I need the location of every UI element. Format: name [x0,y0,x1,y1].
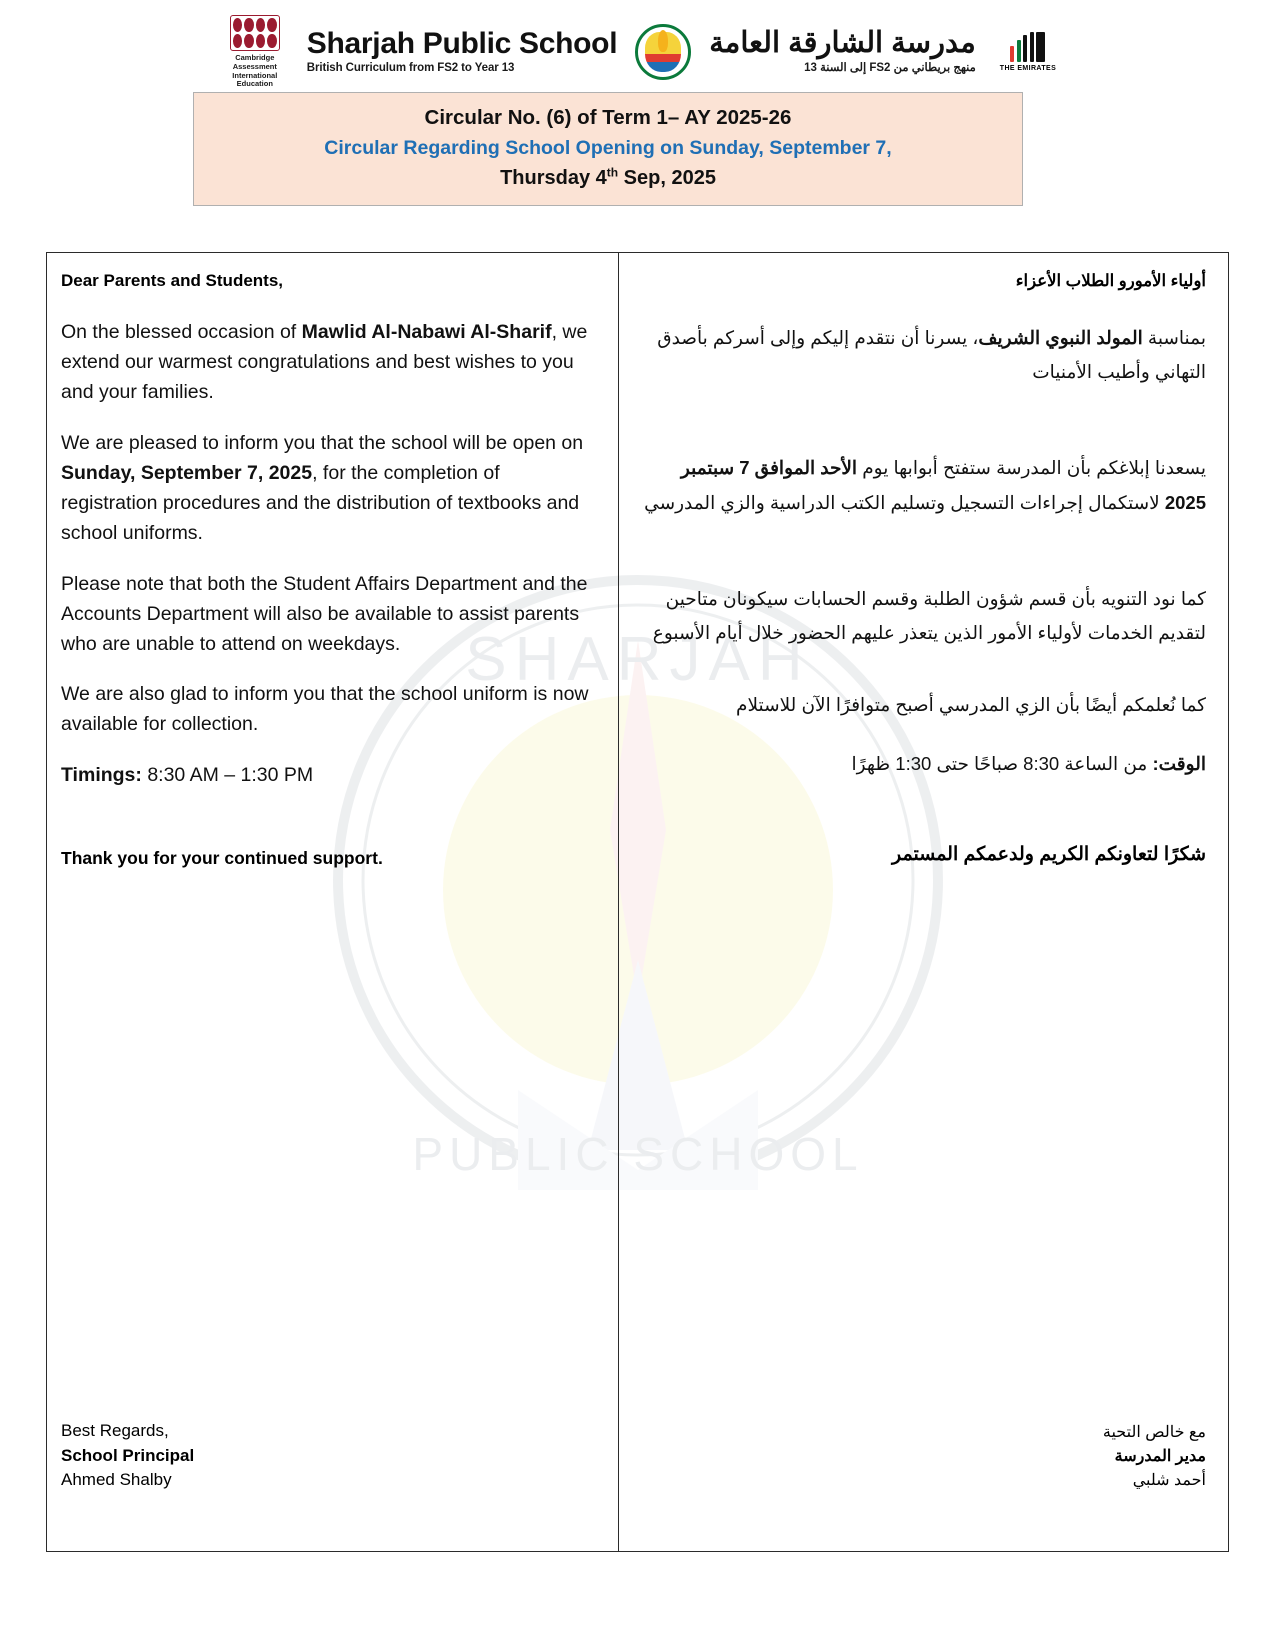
school-name-arabic: مدرسة الشارقة العامة [709,27,976,60]
arabic-paragraph-3: كما نود التنويه بأن قسم شؤون الطلبة وقسم الحسابات سيكونان متاحين لتقديم الخدمات لأولياء الأمور الذين يتعذر عليهم الحضور خلال أيام الأسبوع [652,587,1206,644]
uae-emirates-logo [1000,32,1056,72]
english-timings-label: Timings: [61,763,142,786]
circular-date-post: Sep, 2025 [618,167,716,189]
english-signer-role: School Principal [61,1445,195,1465]
arabic-column [619,253,1228,1551]
arabic-p2-part-a: يسعدنا إبلاغكم بأن المدرسة ستفتح أبوابها يوم [857,457,1206,479]
english-salutation: Dear Parents and Students, [61,271,284,290]
english-p1-part-a: On the blessed occasion of [61,321,302,343]
circular-number: Circular No. (6) of Term 1– AY 2025-26 [424,106,792,129]
arabic-paragraph-1 [641,321,1206,389]
english-paragraph-4: We are also glad to inform you that the school uniform is now available for collection. [61,683,589,736]
cambridge-shield-icon [230,15,280,51]
circular-subject: Circular Regarding School Opening on Sunday, September 7, [324,136,892,159]
arabic-signer-name: أحمد شلبي [1132,1472,1206,1489]
arabic-timings [641,747,1206,781]
school-tagline-english: British Curriculum from FS2 to Year 13 [306,62,515,75]
arabic-sign-off: مع خالص التحية [1102,1424,1206,1441]
svg-text:PUBLIC SCHOOL: PUBLIC SCHOOL [411,1128,864,1180]
uae-label-english: THE EMIRATES [999,65,1057,72]
arabic-paragraph-4: كما نُعلمكم أيضًا بأن الزي المدرسي أصبح متوافرًا الآن للاستلام [736,694,1206,716]
arabic-timings-value: من الساعة 8:30 صباحًا حتى 1:30 ظهرًا [851,752,1153,774]
school-name-english-block [307,29,617,75]
english-signer-name: Ahmed Shalby [61,1470,172,1490]
english-timings [61,760,596,790]
arabic-salutation: أولياء الأمورو الطلاب الأعزاء [1015,272,1206,290]
english-column [47,253,619,1551]
document-header [0,0,1275,96]
english-paragraph-2 [61,428,596,549]
arabic-timings-label: الوقت: [1152,752,1206,774]
arabic-p2-part-c: لاستكمال إجراءات التسجيل وتسليم الكتب الدراسية والزي المدرسي [644,491,1165,513]
svg-text:SHARJAH: SHARJAH [464,625,811,694]
school-name-english: Sharjah Public School [306,27,618,61]
arabic-thanks: شكرًا لتعاونكم الكريم ولدعمكم المستمر [892,843,1206,865]
arabic-p1-part-a: بمناسبة [1142,327,1206,348]
english-p1-part-c: , we extend our warmest congratulations and best wishes to you and your families. [61,321,588,404]
circular-title-box [193,92,1023,206]
cambridge-assessment-logo [219,15,291,89]
arabic-signature-block [1103,1421,1206,1493]
english-sign-off: Best Regards, [61,1421,169,1441]
arabic-p1-highlight: المولد النبوي الشريف [978,327,1143,348]
circular-date-ordinal: th [606,165,619,180]
uae-flag-bars-icon [1010,32,1045,62]
english-thanks: Thank you for your continued support. [61,847,383,868]
english-signature-block [61,1419,194,1493]
english-paragraph-3: Please note that both the Student Affairs Department and the Accounts Department will also be available to assist parents who are unable to attend on weekdays. [61,572,588,655]
english-p2-part-a: We are pleased to inform you that the school will be open on [61,431,584,454]
circular-date-pre: Thursday 4 [500,167,607,189]
english-p2-highlight: Sunday, September 7, 2025 [61,461,313,484]
english-paragraph-1 [61,317,596,408]
english-timings-value: 8:30 AM – 1:30 PM [141,763,314,786]
arabic-body [641,321,1206,781]
circular-body-table [46,252,1229,1552]
arabic-paragraph-2 [641,451,1206,519]
school-tagline-arabic: منهج بريطاني من FS2 إلى السنة 13 [804,62,976,75]
arabic-p2-highlight: الأحد الموافق 7 سبتمبر 2025 [680,457,1206,513]
arabic-signer-role: مدير المدرسة [1114,1448,1206,1465]
english-p2-part-c: , for the completion of registration procedures and the distribution of textbooks and school uniforms. [61,461,580,545]
english-p1-highlight: Mawlid Al-Nabawi Al-Sharif [301,321,552,343]
school-name-arabic-block [709,29,976,75]
circular-date [210,163,1006,193]
school-crest-icon [635,24,691,80]
english-body [61,317,596,790]
arabic-p1-part-c: ، يسرنا أن نتقدم إليكم وإلى أسركم بأصدق التهاني وأطيب الأمنيات [657,327,1206,383]
cambridge-label: Cambridge Assessment International Education [232,53,278,89]
